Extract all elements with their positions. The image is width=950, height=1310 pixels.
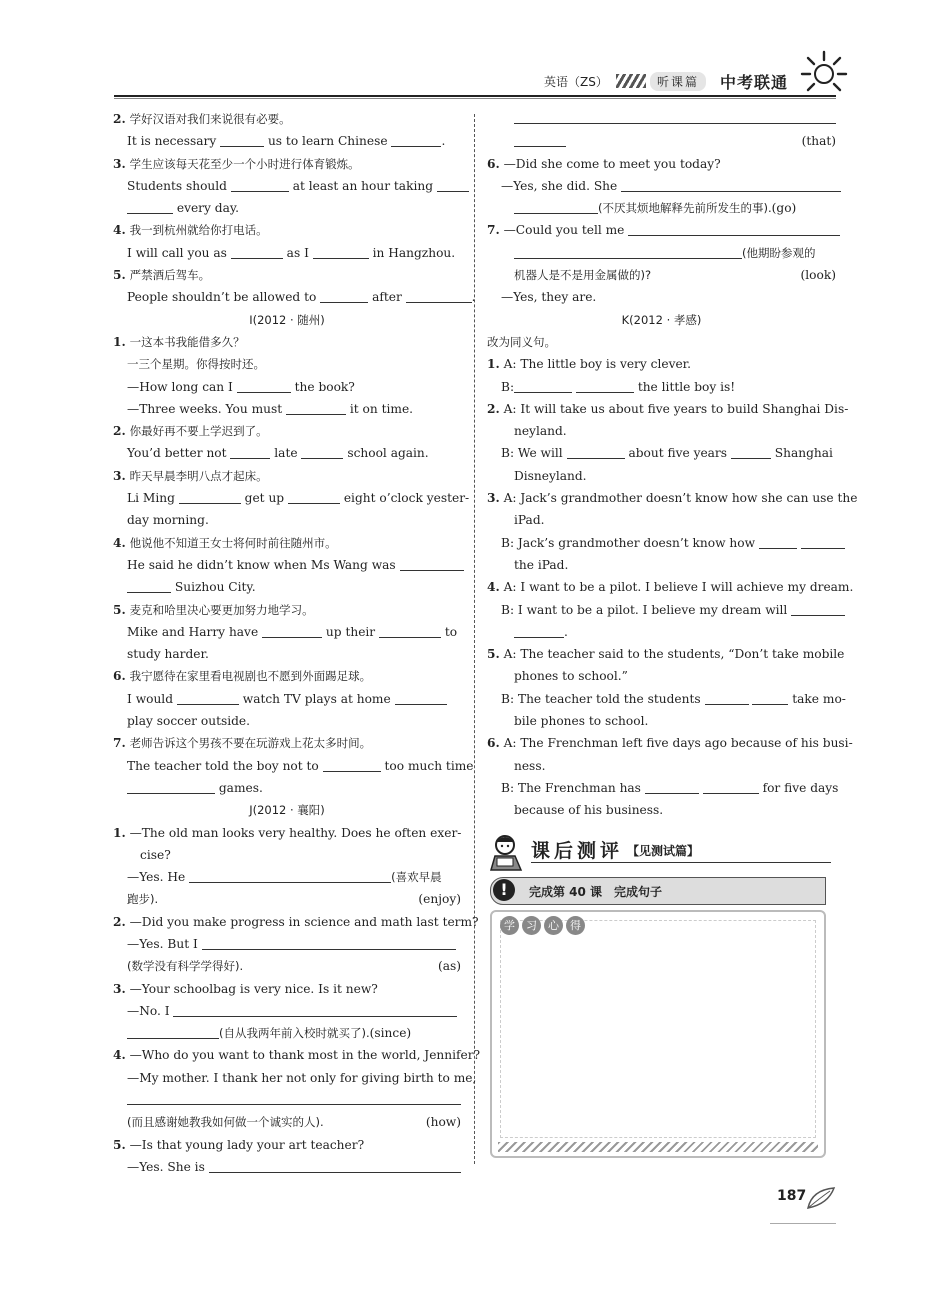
j5-line4: (that) [487,130,836,152]
k3-b2: the iPad. [514,557,569,572]
left-column [113,108,481,1178]
k4-b1: B: I want to be a pilot. I believe my dream will [487,599,836,621]
notes-title-char: 得 [566,916,585,935]
h4-en: I will call you as as I in Hangzhou. [127,245,456,260]
answer-blank[interactable] [313,244,369,259]
h5-en: People shouldn’t be allowed to after . [127,290,476,305]
answer-blank[interactable] [567,444,625,459]
j2-line3: (数学没有科学学得好). (as) [127,959,461,974]
header-subject: 英语（ZS） [544,75,608,89]
answer-blank[interactable] [395,690,447,705]
j4-line4: (而且感谢她教我如何做一个诚实的人). (how) [127,1115,461,1130]
k5-a1: 5. A: The teacher said to the students, “Don’t take mobile [487,647,845,662]
answer-blank[interactable] [127,779,215,794]
k3-b1: B: Jack’s grandmother doesn’t know how [487,532,836,554]
answer-blank[interactable] [177,690,239,705]
j1-line4: 跑步). (enjoy) [127,892,461,907]
answer-blank[interactable] [752,690,788,705]
column-divider [474,114,475,1164]
k3-a2: iPad. [514,513,545,528]
k2-b2: Disneyland. [514,468,587,483]
h3-cn: 3. 学生应该每天花至少一个小时进行体育锻炼。 [113,156,360,171]
k6-a1: 6. A: The Frenchman left five days ago because of his busi- [487,736,853,751]
header-stripes-decoration [616,74,646,88]
answer-blank[interactable] [179,489,241,504]
answer-blank[interactable] [400,556,464,571]
h5-cn: 5. 严禁酒后驾车。 [113,268,211,283]
j1-line2: cise? [140,847,171,862]
answer-blank[interactable] [231,177,289,192]
answer-blank[interactable] [220,132,264,147]
header-tag: 听课篇 [650,72,706,91]
i7-cn: 7. 老师告诉这个男孩不要在玩游戏上花太多时间。 [113,736,372,751]
answer-blank[interactable] [628,221,840,236]
section-k-title: K(2012 · 孝感) [621,312,702,327]
section-i-title: I(2012 · 随州) [249,312,325,327]
j7-line2: (他期盼参观的 [487,242,836,264]
header-brand: 中考联通 [720,73,789,92]
answer-blank[interactable] [514,132,566,147]
answer-blank[interactable] [576,378,634,393]
section-k-instruction: 改为同义句。 [487,334,556,349]
i5-en2: study harder. [127,647,209,662]
i4-en1: He said he didn’t know when Ms Wang was [113,554,461,576]
j7-line4: —Yes, they are. [501,290,597,305]
i3-cn: 3. 昨天早晨李明八点才起床。 [113,468,268,483]
answer-blank[interactable] [237,378,291,393]
answer-blank[interactable] [514,623,564,638]
k1-a: 1. A: The little boy is very clever. [487,357,692,372]
i5-en1: Mike and Harry have up their to [127,624,458,639]
header-rule-thin [114,98,836,99]
answer-blank[interactable] [645,779,699,794]
right-column [487,108,858,822]
task-text: 完成第 40 课 完成句子 [529,885,663,899]
answer-blank[interactable] [514,244,742,259]
after-class-ref: 【见测试篇】 [627,844,700,858]
k4-b2: . [487,621,836,643]
section-j-title: J(2012 · 襄阳) [249,803,325,818]
answer-blank[interactable] [286,400,346,415]
answer-blank[interactable] [801,534,845,549]
header-rule [114,95,836,97]
i7-en2: games. [113,777,461,799]
j7-line1: 7. —Could you tell me [487,219,836,241]
k1-b: B: the little boy is! [501,379,736,394]
page-header [114,70,834,96]
answer-blank[interactable] [209,1158,461,1173]
i1-cn2: 一三个星期。你得按时还。 [127,357,265,372]
h4-cn: 4. 我一到杭州就给你打电话。 [113,223,268,238]
answer-blank[interactable] [705,690,749,705]
j2-line2: —Yes. But I [113,933,461,955]
answer-blank[interactable] [262,623,322,638]
answer-blank[interactable] [127,1089,461,1105]
answer-blank[interactable] [230,444,270,459]
j6-line2: —Yes, she did. She [487,175,836,197]
i7-en1: The teacher told the boy not to too much time [127,758,474,773]
sun-logo-icon [800,48,848,94]
student-reading-icon [487,832,527,872]
answer-blank[interactable] [301,444,343,459]
j4-line2: —My mother. I thank her not only for giving birth to me, [127,1070,477,1085]
i1-en1: —How long can I the book? [127,379,355,394]
i4-cn: 4. 他说他不知道王女士将何时前往随州市。 [113,535,337,550]
answer-blank[interactable] [406,288,472,303]
answer-blank[interactable] [127,199,173,214]
exclamation-icon: ! [493,879,515,901]
i5-cn: 5. 麦克和哈里决心要更加努力地学习。 [113,602,314,617]
j4-line1: 4. —Who do you want to thank most in the world, Jennifer? [113,1048,481,1063]
j6-line3: (不厌其烦地解释先前所发生的事).(go) [487,197,836,219]
k6-a2: ness. [514,758,546,773]
k6-b2: because of his business. [514,803,664,818]
answer-blank[interactable] [759,534,797,549]
answer-blank[interactable] [703,779,759,794]
i1-cn: 1. 一这本书我能借多久？ [113,334,245,349]
k6-b1: B: The Frenchman has for five days [501,780,839,795]
answer-blank[interactable] [320,288,368,303]
answer-blank[interactable] [173,1002,457,1017]
notes-title-char: 学 [500,916,519,935]
answer-blank[interactable] [514,378,572,393]
notes-wave-decoration [498,1142,818,1152]
notes-title-char: 心 [544,916,563,935]
page-number-rule [770,1223,836,1224]
k2-a1: 2. A: It will take us about five years to build Shanghai Dis- [487,401,849,416]
j3-line1: 3. —Your schoolbag is very nice. Is it new? [113,981,378,996]
j6-line1: 6. —Did she come to meet you today? [487,156,721,171]
j7-line3: 机器人是不是用金属做的)? (look) [514,268,836,283]
k5-b1: B: The teacher told the students take mo- [501,691,846,706]
j5-line3 [487,108,836,130]
i1-en2: —Three weeks. You must it on time. [127,401,414,416]
j5-line1: 5. —Is that young lady your art teacher? [113,1137,365,1152]
answer-blank[interactable] [514,199,598,214]
h2-cn: 2. 学好汉语对我们来说很有必要。 [113,112,291,126]
answer-blank[interactable] [127,578,171,593]
i2-cn: 2. 你最好再不要上学迟到了。 [113,424,268,439]
i6-en2: play soccer outside. [127,714,251,729]
i3-en2: day morning. [127,513,209,528]
i2-en: You’d better not late school again. [127,446,429,461]
study-notes-box[interactable] [490,910,826,1158]
k5-a2: phones to school.” [514,669,628,684]
answer-blank[interactable] [288,489,340,504]
answer-blank[interactable] [231,244,283,259]
after-class-title: 课后测评 [531,840,624,862]
answer-blank[interactable] [379,623,441,638]
answer-blank[interactable] [189,868,391,883]
page-number: 187 [777,1188,807,1204]
answer-blank[interactable] [437,177,469,192]
answer-blank[interactable] [127,1024,219,1039]
k2-a2: neyland. [514,424,567,439]
answer-blank[interactable] [391,132,441,147]
after-class-rule [531,862,831,863]
k3-a1: 3. A: Jack’s grandmother doesn’t know how she can use the [487,491,858,506]
h3-en-2: every day. [113,197,461,219]
i6-cn: 6. 我宁愿待在家里看电视剧也不愿到外面踢足球。 [113,669,372,684]
task-bar [490,877,826,905]
answer-blank[interactable] [514,108,836,124]
k2-b1: B: We will about five years Shanghai [501,446,833,461]
i6-en1: I would watch TV plays at home [113,688,461,710]
j1-line3: —Yes. He (喜欢早晨 [127,870,442,885]
k4-a: 4. A: I want to be a pilot. I believe I will achieve my dream. [487,580,854,595]
notes-title-char: 习 [522,916,541,935]
answer-blank[interactable] [202,935,456,950]
j5-line2: —Yes. She is [113,1156,461,1178]
after-class-header [487,832,836,872]
notes-title [500,916,585,935]
answer-blank[interactable] [323,757,381,772]
k5-b2: bile phones to school. [514,714,649,729]
i3-en1: Li Ming get up eight o’clock yester- [127,491,470,506]
j3-line2: —No. I [113,1000,461,1022]
i4-en2: Suizhou City. [113,576,461,598]
j3-line3: (自从我两年前入校时就买了).(since) [113,1022,461,1044]
leaf-icon [806,1186,836,1210]
notes-inner-border [500,920,816,1138]
h2-en: It is necessary us to learn Chinese . [127,134,446,149]
answer-blank[interactable] [791,601,845,616]
answer-blank[interactable] [621,177,841,192]
j1-line1: 1. —The old man looks very healthy. Does he often exer- [113,825,462,840]
answer-blank[interactable] [731,444,771,459]
h3-en: Students should at least an hour taking [113,175,461,197]
j2-line1: 2. —Did you make progress in science and math last term? [113,914,479,929]
j4-line3 [113,1089,461,1111]
